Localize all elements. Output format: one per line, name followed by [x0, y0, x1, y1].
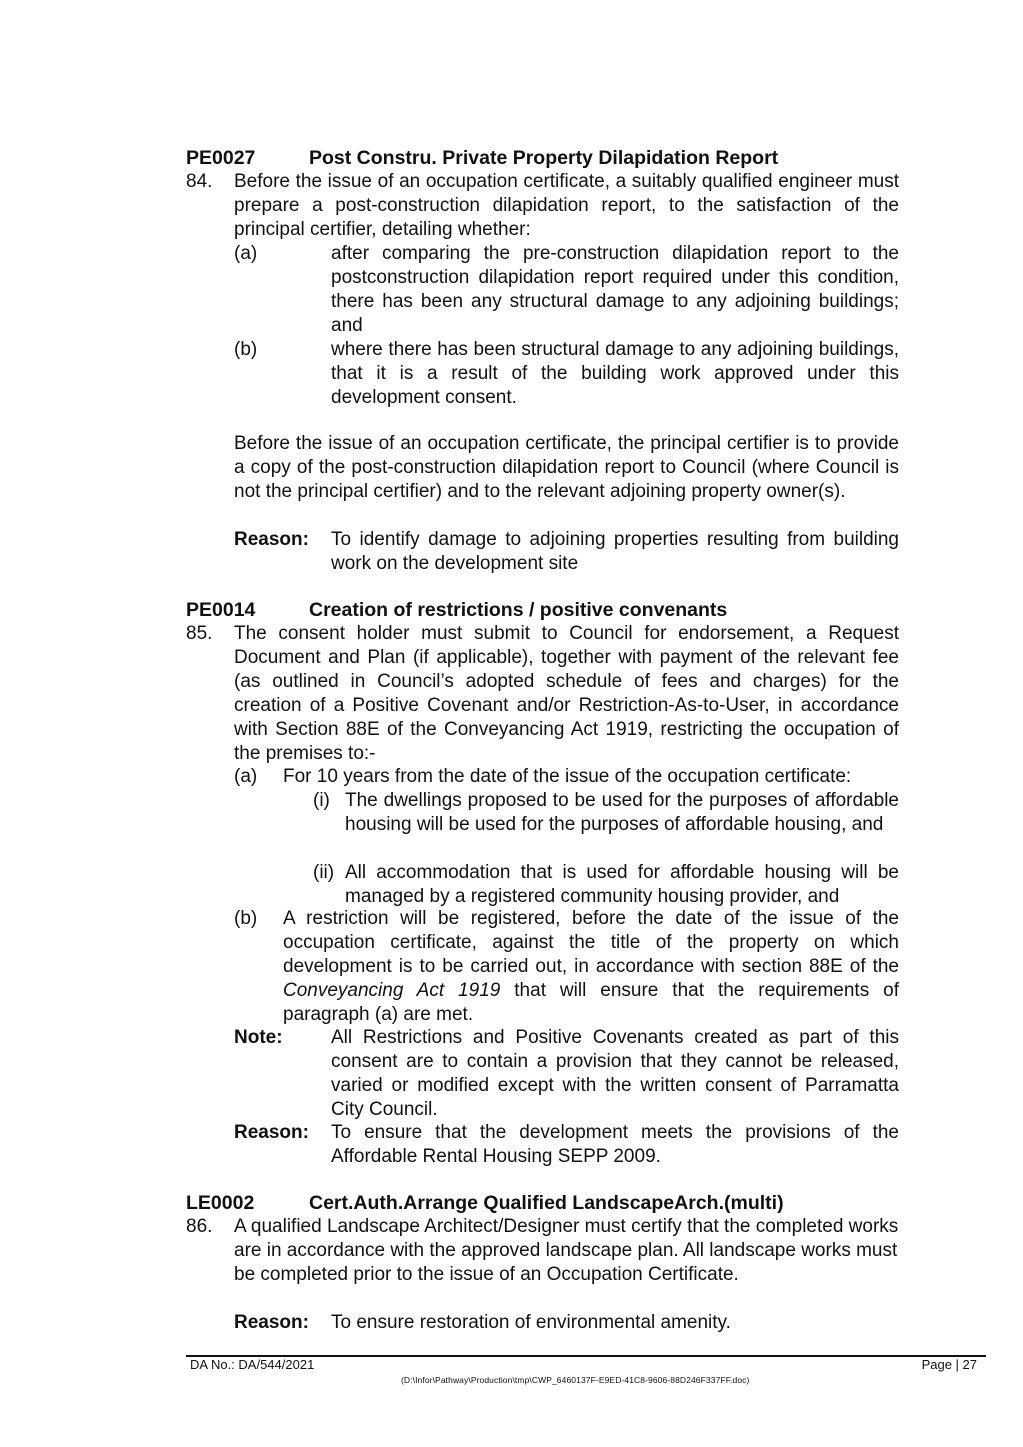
- closing-paragraph: Before the issue of an occupation certificate, the principal certifier is to provide a copy of the post-construction dilapidation report to Council (where Council is not the principal certifier) and to the relevant adjoining property owner(s).: [234, 433, 899, 502]
- file-path: (D:\Infor\Pathway\Production\tmp\CWP_6460137F-E9ED-41C8-9606-88D246F337FF.doc): [401, 1375, 750, 1385]
- reason-text: To identify damage to adjoining properties resulting from building work on the development site: [331, 529, 899, 574]
- condition-number: 85.: [186, 623, 213, 644]
- item-text-part: that will ensure that the requirements of paragraph (a) are met.: [283, 980, 899, 1025]
- item-text: For 10 years from the date of the issue of the occupation certificate:: [283, 766, 852, 787]
- item-text: [283, 907, 899, 1027]
- subitem-label: (ii): [313, 862, 335, 883]
- condition-number: 84.: [186, 171, 213, 192]
- condition-intro: Before the issue of an occupation certificate, a suitably qualified engineer must prepare a post-construction dilapidation report, to the satisfaction of the principal certifier, detailing whether:: [234, 171, 899, 240]
- note-text: All Restrictions and Positive Covenants created as part of this consent are to contain a provision that they cannot be released, varied or modified except with the written consent of Parramatta City Council.: [331, 1027, 899, 1120]
- page-number: Page | 27: [921, 1357, 977, 1372]
- reason-label: Reason:: [234, 1122, 309, 1143]
- note-label: Note:: [234, 1027, 283, 1048]
- item-label: (a): [234, 766, 258, 787]
- item-text: where there has been structural damage to any adjoining buildings, that it is a result of the building work approved under this development consent.: [331, 339, 899, 408]
- da-number: DA No.: DA/544/2021: [190, 1357, 315, 1372]
- condition-intro: The consent holder must submit to Council for endorsement, a Request Document and Plan (if applicable), together with payment of the relevant fee (as outlined in Council’s adopted schedule of fees and charges) for the creation of a Positive Covenant and/or Restriction-As-to-User, in accordance with Section 88E of the Conveyancing Act 1919, restricting the occupation of the premises to:-: [234, 623, 899, 764]
- subitem-label: (i): [313, 790, 330, 811]
- condition-title: Creation of restrictions / positive convenants: [309, 599, 728, 621]
- condition-code: PE0014: [186, 599, 256, 621]
- condition-code: PE0027: [186, 147, 256, 169]
- item-label: (b): [234, 908, 258, 929]
- reason-label: Reason:: [234, 529, 309, 550]
- subitem-text: The dwellings proposed to be used for the purposes of affordable housing will be used for the purposes of affordable housing, and: [345, 790, 899, 835]
- item-text-part: A restriction will be registered, before the date of the issue of the occupation certificate, against the title of the property on which development is to be carried out, in accordance with section 88E of the: [283, 908, 899, 977]
- item-label: (b): [234, 339, 258, 360]
- condition-number: 86.: [186, 1216, 213, 1237]
- condition-intro: A qualified Landscape Architect/Designer must certify that the completed works are in accordance with the approved landscape plan. All landscape works must be completed prior to the issue of an Occupation Certificate.: [234, 1216, 899, 1285]
- condition-title: Post Constru. Private Property Dilapidation Report: [309, 147, 779, 169]
- subitem-text: All accommodation that is used for affordable housing will be managed by a registered community housing provider, and: [345, 862, 899, 907]
- reason-text: To ensure restoration of environmental amenity.: [331, 1312, 731, 1333]
- item-text: after comparing the pre-construction dilapidation report to the postconstruction dilapidation report required under this condition, there has been any structural damage to any adjoining buildings; and: [331, 243, 899, 336]
- reason-label: Reason:: [234, 1312, 309, 1333]
- reason-text: To ensure that the development meets the provisions of the Affordable Rental Housing SEPP 2009.: [331, 1122, 899, 1167]
- condition-title: Cert.Auth.Arrange Qualified LandscapeArch.(multi): [309, 1192, 784, 1214]
- item-label: (a): [234, 243, 258, 264]
- condition-code: LE0002: [186, 1192, 255, 1214]
- act-title: Conveyancing Act 1919: [283, 980, 501, 1001]
